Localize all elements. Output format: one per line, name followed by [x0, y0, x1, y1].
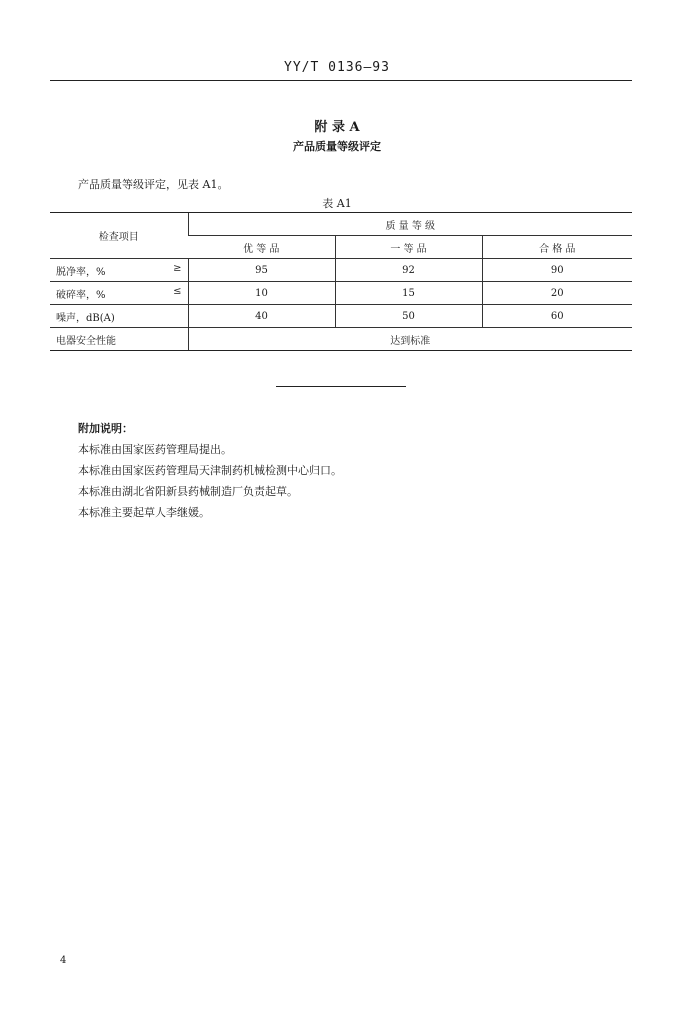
- table-cell: 50: [335, 305, 482, 328]
- header-rule: [50, 80, 632, 81]
- row-item: [50, 305, 188, 328]
- appendix-subtitle: 产品质量等级评定: [293, 140, 381, 153]
- table-cell: 20: [482, 282, 632, 305]
- table-caption: 表 A1: [322, 197, 352, 210]
- table-cell: 15: [335, 282, 482, 305]
- note-line: 本标准由湖北省阳新县药械制造厂负责起草。: [78, 485, 298, 498]
- grade-table: [50, 212, 632, 351]
- table-cell: 60: [482, 305, 632, 328]
- grade-column-header: 一 等 品: [335, 236, 482, 259]
- note-line: 本标准由国家医药管理局提出。: [78, 443, 232, 456]
- appendix-title: 附 录 A: [314, 120, 360, 135]
- end-rule: [276, 386, 406, 387]
- row-relation: ≤: [173, 285, 182, 297]
- table-row: [50, 282, 632, 305]
- grade-header: 质 量 等 级: [188, 213, 632, 236]
- note-line: 本标准主要起草人李继媛。: [78, 506, 210, 519]
- table-row-safety: [50, 328, 632, 351]
- table-header-row: [50, 213, 632, 236]
- table-row: [50, 259, 632, 282]
- note-line: 本标准由国家医药管理局天津制药机械检测中心归口。: [78, 464, 342, 477]
- table-cell: 92: [335, 259, 482, 282]
- grade-column-header: 合 格 品: [482, 236, 632, 259]
- intro-text: 产品质量等级评定，见表 A1。: [78, 178, 229, 191]
- row-item: [50, 259, 188, 282]
- notes-title: 附加说明：: [78, 422, 133, 435]
- standard-code-header: YY/T 0136—93: [284, 60, 390, 75]
- row-item-label: 破碎率，%: [56, 289, 106, 301]
- table-cell: 95: [188, 259, 335, 282]
- row-item: [50, 282, 188, 305]
- item-header: 检查项目: [50, 213, 188, 259]
- row-relation: ≥: [173, 262, 182, 274]
- row-item-label: 电器安全性能: [50, 328, 188, 351]
- table-cell-merged: 达到标准: [188, 328, 632, 351]
- row-item-label: 脱净率，%: [56, 266, 106, 278]
- additional-notes: [78, 418, 342, 523]
- page-number: 4: [60, 955, 67, 966]
- row-item-label: 噪声，dB(A): [56, 312, 115, 324]
- grade-column-header: 优 等 品: [188, 236, 335, 259]
- table-cell: 10: [188, 282, 335, 305]
- table-row: [50, 305, 632, 328]
- table-cell: 90: [482, 259, 632, 282]
- table-cell: 40: [188, 305, 335, 328]
